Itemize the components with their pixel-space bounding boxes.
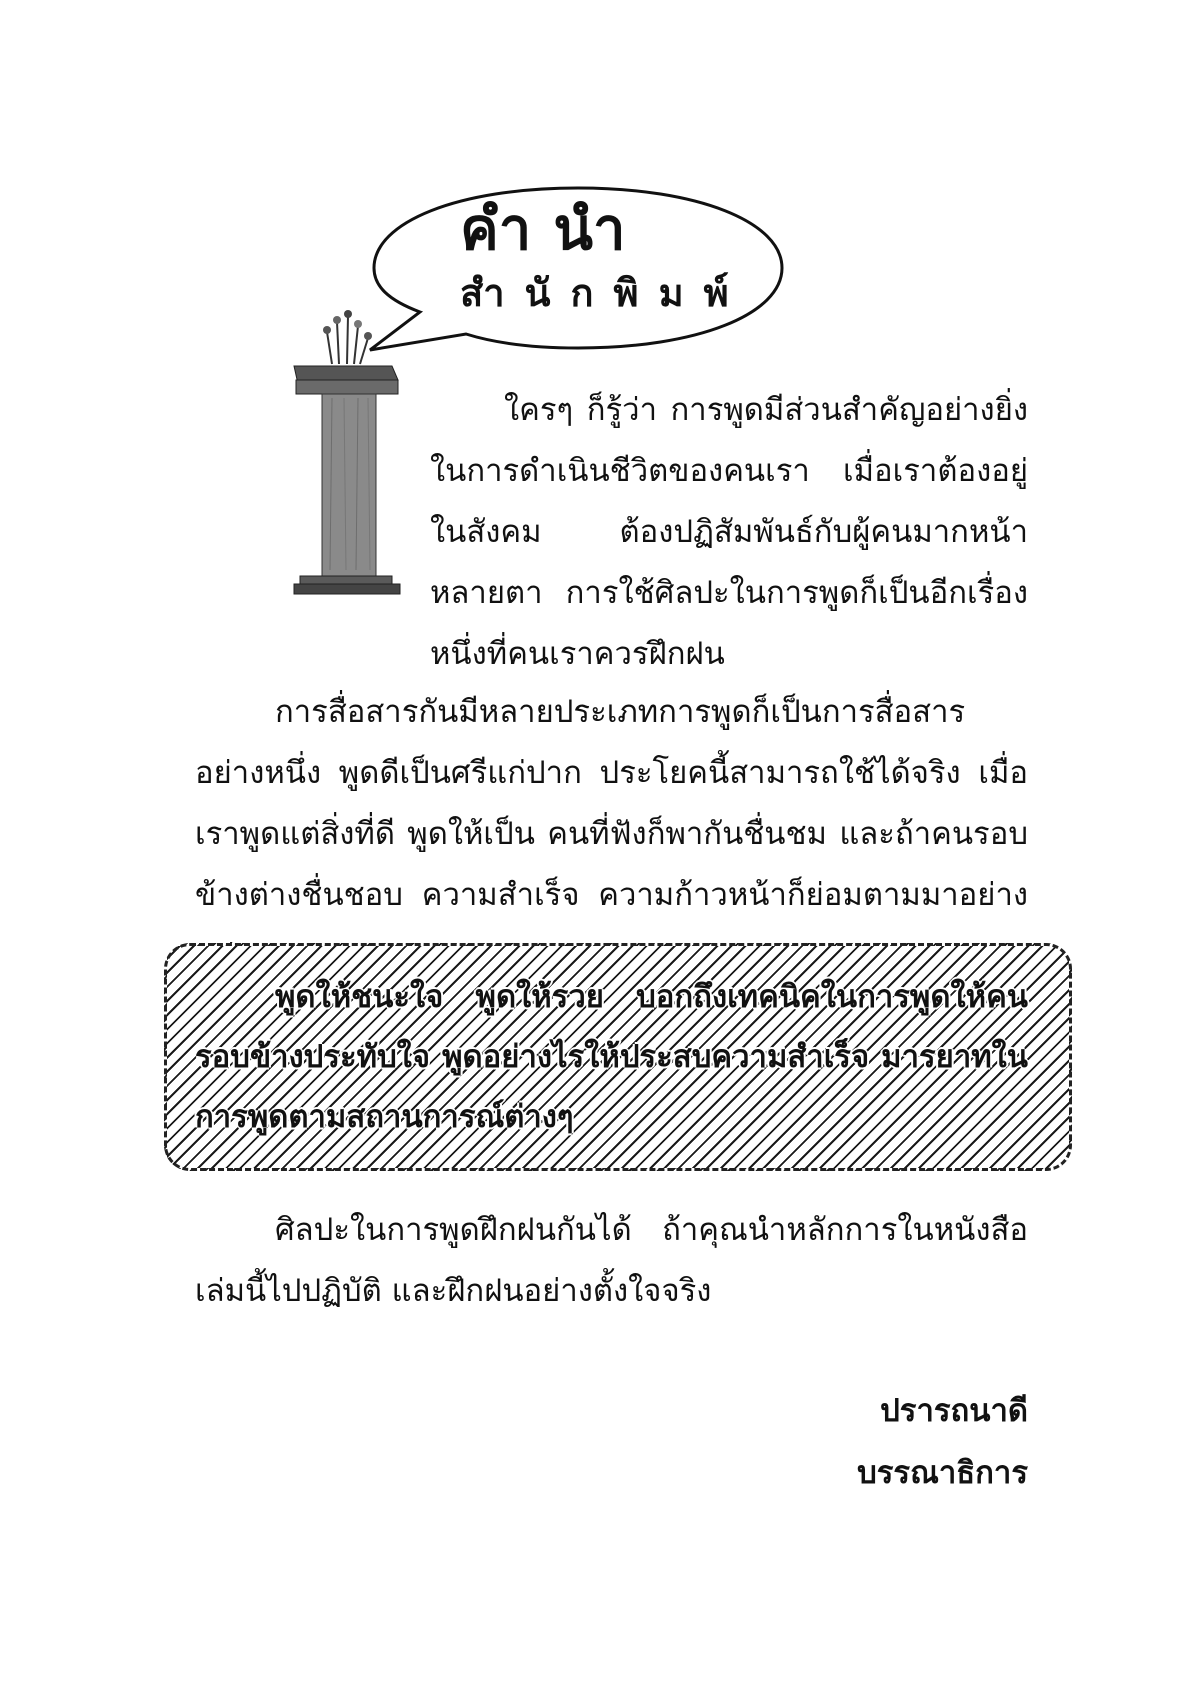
page-subtitle: สำนักพิมพ์ — [460, 271, 749, 315]
highlight-paragraph: พูดให้ชนะใจ พูดให้รวย บอกถึงเทคนิคในการพูดให้คนรอบข้างประทับใจ พูดอย่างไรให้ประสบความสำเร็จ มารยาทในการพูดตามสถานการณ์ต่างๆ — [195, 979, 1028, 1135]
speech-bubble — [368, 182, 788, 362]
intro-paragraph: ใครๆ ก็รู้ว่า การพูดมีส่วนสำคัญอย่างยิ่งในการดำเนินชีวิตของคนเรา เมื่อเราต้องอยู่ในสังคม ต้องปฏิสัมพันธ์กับผู้คนมากหน้าหลายตา การใช้ศิลปะในการพูดก็เป็นอีกเรื่องหนึ่งที่คนเราควรฝึกฝน — [430, 392, 1028, 672]
podium-icon — [292, 308, 402, 598]
page-title: คำนำ — [460, 195, 648, 263]
signature-block — [857, 1380, 1028, 1504]
closing-paragraph: ศิลปะในการพูดฝึกฝนกันได้ ถ้าคุณนำหลักการในหนังสือเล่มนี้ไปปฏิบัติ และฝึกฝนอย่างตั้งใจจริง — [195, 1212, 1028, 1309]
closing-greeting: ปรารถนาดี — [880, 1393, 1028, 1429]
signer-title: บรรณาธิการ — [857, 1455, 1028, 1491]
communication-paragraph: การสื่อสารกันมีหลายประเภทการพูดก็เป็นการสื่อสารอย่างหนึ่ง พูดดีเป็นศรีแก่ปาก ประโยคนี้สามารถใช้ได้จริง เมื่อเราพูดแต่สิ่งที่ดี พูดให้เป็น คนที่ฟังก็พากันชื่นชม และถ้าคนรอบข้างต่างชื่นชอบ ความสำเร็จ ความก้าวหน้าก็ย่อมตามมาอย่าง — [195, 694, 1028, 913]
